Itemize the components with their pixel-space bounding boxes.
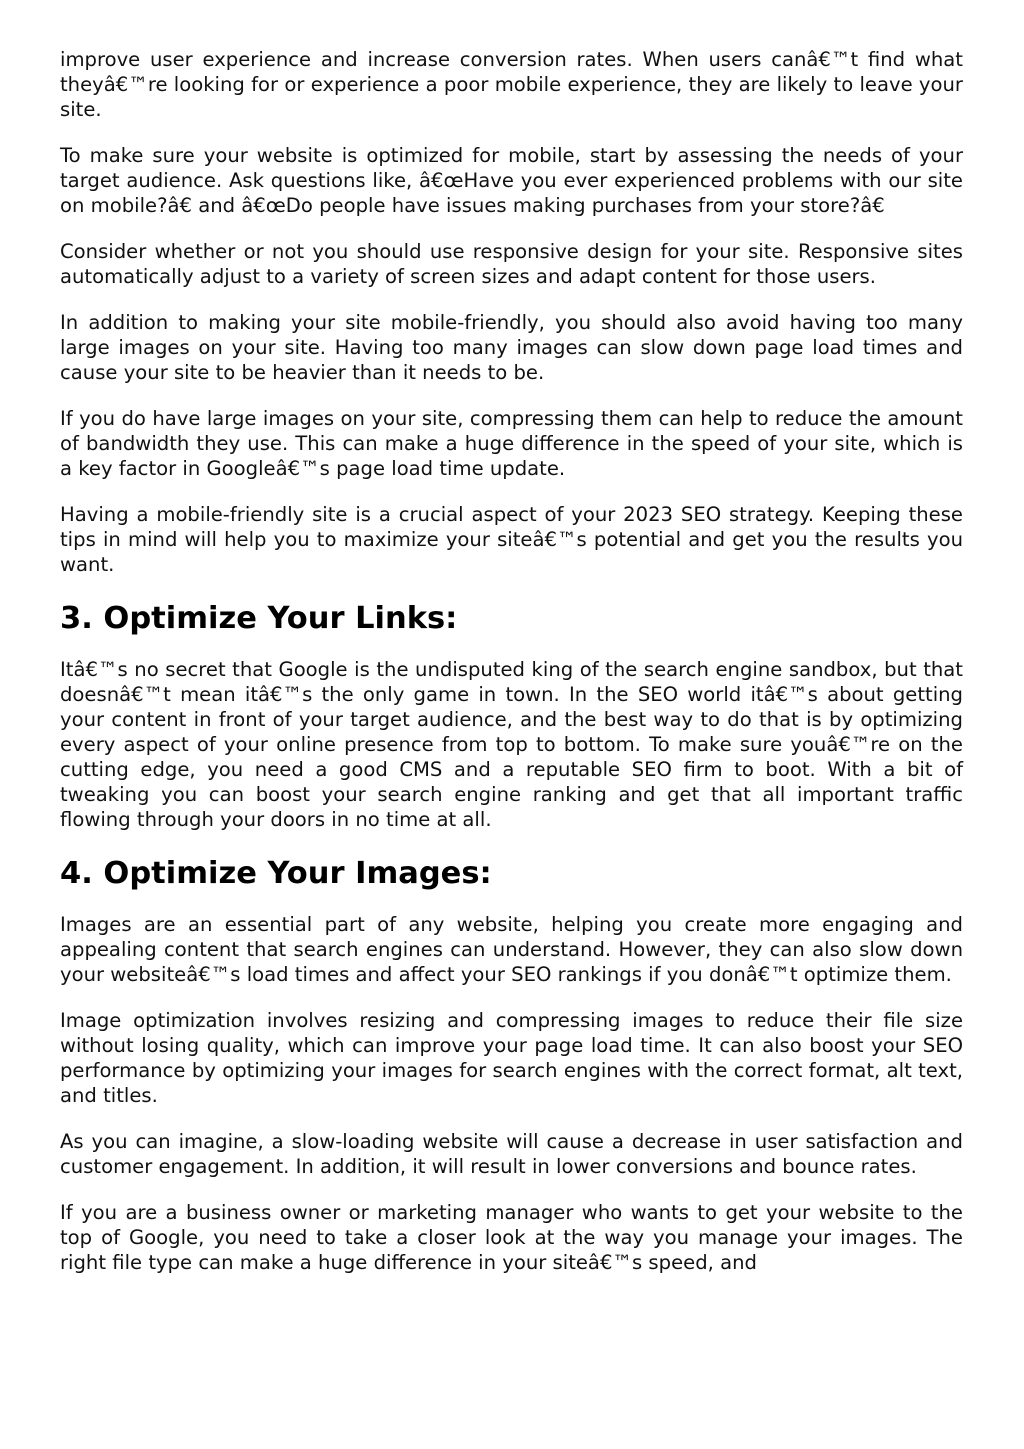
- paragraph-business-owner: If you are a business owner or marketing manager who wants to get your website to the top of Google, you need to take a closer look at the way you manage your images. The right file type can make a huge difference in your siteâ€™s speed, and: [60, 1201, 963, 1274]
- paragraph-mobile-experience: improve user experience and increase conversion rates. When users canâ€™t find what theyâ€™re looking for or experience a poor mobile experience, they are likely to leave your site.: [60, 48, 963, 121]
- paragraph-image-optimization: Image optimization involves resizing and compressing images to reduce their file size without losing quality, which can improve your page load time. It can also boost your SEO performance by optimizing your images for search engines with the correct format, alt text, and titles.: [60, 1009, 963, 1107]
- heading-optimize-links: 3. Optimize Your Links:: [60, 601, 458, 636]
- paragraph-images-essential: Images are an essential part of any website, helping you create more engaging and appealing content that search engines can understand. However, they can also slow down your websiteâ€™s load times and affect your SEO rankings if you donâ€™t optimize them.: [60, 913, 963, 986]
- heading-optimize-images: 4. Optimize Your Images:: [60, 856, 492, 891]
- paragraph-compress-images: If you do have large images on your site, compressing them can help to reduce the amount of bandwidth they use. This can make a huge difference in the speed of your site, which is a key factor in Googleâ€™s page load time update.: [60, 407, 963, 480]
- paragraph-links-seo: Itâ€™s no secret that Google is the undisputed king of the search engine sandbox, but that doesnâ€™t mean itâ€™s the only game in town. In the SEO world itâ€™s about getting your content in front of your target audience, and the best way to do that is by optimizing every aspect of your online presence from top to bottom. To make sure youâ€™re on the cutting edge, you need a good CMS and a reputable SEO firm to boot. With a bit of tweaking you can boost your search engine ranking and get that all important traffic flowing through your doors in no time at all.: [60, 658, 963, 831]
- paragraph-mobile-friendly-summary: Having a mobile-friendly site is a crucial aspect of your 2023 SEO strategy. Keeping these tips in mind will help you to maximize your siteâ€™s potential and get you the results you want.: [60, 503, 963, 576]
- paragraph-large-images: In addition to making your site mobile-friendly, you should also avoid having too many large images on your site. Having too many images can slow down page load times and cause your site to be heavier than it needs to be.: [60, 311, 963, 384]
- document-page: [60, 47, 963, 1296]
- paragraph-responsive-design: Consider whether or not you should use responsive design for your site. Responsive sites automatically adjust to a variety of screen sizes and adapt content for those users.: [60, 240, 963, 288]
- paragraph-slow-loading: As you can imagine, a slow-loading website will cause a decrease in user satisfaction and customer engagement. In addition, it will result in lower conversions and bounce rates.: [60, 1130, 963, 1178]
- paragraph-target-audience: To make sure your website is optimized for mobile, start by assessing the needs of your target audience. Ask questions like, â€œHave you ever experienced problems with our site on mobile?â€ and â€œDo people have issues making purchases from your store?â€: [60, 144, 963, 217]
